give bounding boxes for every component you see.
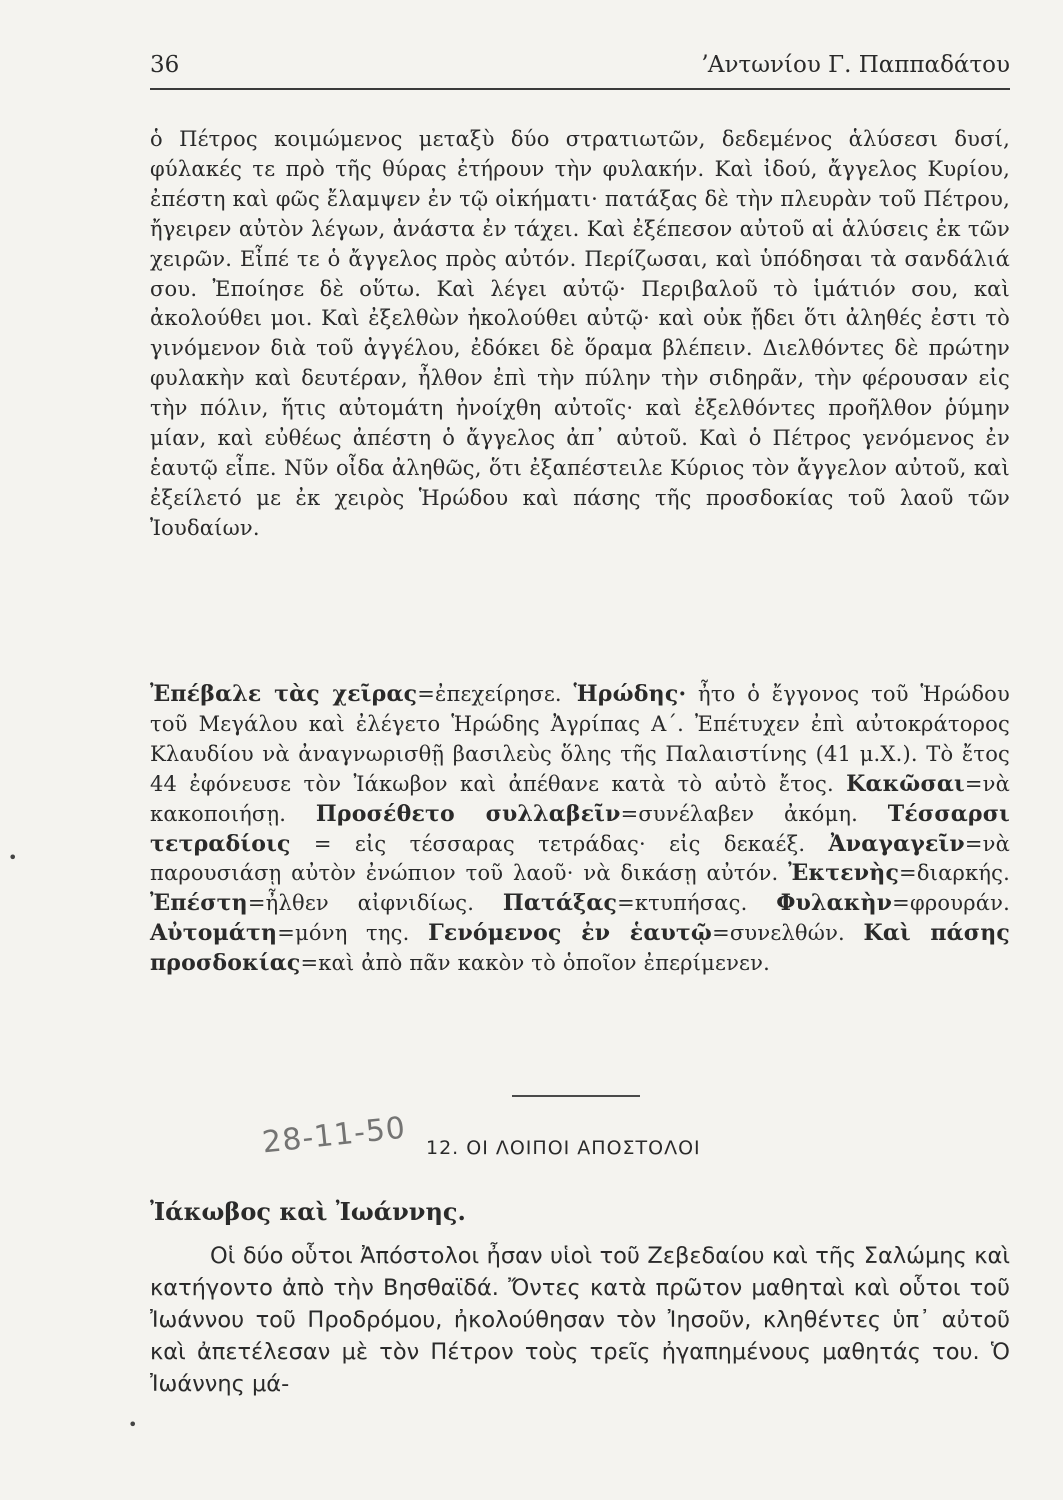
lemma: Γενόμενος ἐν ἑαυτῷ — [428, 920, 713, 947]
gloss: =συνελθών. — [712, 921, 864, 946]
gloss: =νὰ κακοποιήσῃ. — [150, 771, 1010, 826]
gloss: =φρουράν. — [892, 891, 1010, 916]
gloss: =κτυπήσας. — [617, 891, 777, 916]
lemma: Ἡρώδης· — [573, 681, 687, 707]
gloss: = εἰς τέσσαρας τετράδας· εἰς δεκαέξ. — [290, 831, 829, 856]
lemma: Προσέθετο συλλαβεῖν — [315, 800, 621, 827]
lemma: Φυλακὴν — [776, 890, 893, 917]
gloss: =συνέλαβεν ἀκόμη. — [620, 801, 888, 826]
running-head: ʼΑντωνίου Γ. Παππαδάτου — [700, 52, 1010, 78]
handwritten-date-note: 28-11-50 — [260, 1110, 408, 1161]
gloss: =ἐπεχείρησε. — [417, 682, 574, 706]
lemma: Ἐκτενὴς — [788, 860, 900, 887]
lemma: Καὶ πάσης προσδοκίας — [150, 920, 1010, 977]
gloss: =καὶ ἀπὸ πᾶν κακὸν τὸ ὁποῖον ἐπερίμενεν. — [300, 951, 770, 976]
gloss: =νὰ παρουσιάσῃ αὐτὸν ἐνώπιον τοῦ λαοῦ· νὰ δικάσῃ αὐτόν. — [150, 831, 1010, 886]
gloss: =μόνη της. — [277, 921, 429, 946]
body-paragraph: Οἱ δύο οὗτοι Ἀπόστολοι ἦσαν υἱοὶ τοῦ Ζεβεδαίου καὶ τῆς Σαλώμης καὶ κατήγοντο ἀπὸ τὴν Βησθαϊδά. Ὄντες κατὰ πρῶτον μαθηταὶ καὶ οὗτοι τοῦ Ἰωάννου τοῦ Προδρόμου, ἠκολούθησαν τὸν Ἰησοῦν, κληθέντες ὑπ᾿ αὐτοῦ καὶ ἀπετέλεσαν μὲ τὸν Πέτρον τοὺς τρεῖς ἠγαπημένους μαθητάς του. Ὁ Ἰωάννης μά- — [150, 1243, 1010, 1397]
lemma: Τέσσαρσι τετραδίοις — [150, 800, 1010, 857]
page-header — [150, 48, 1010, 90]
lemma: Ἀναγαγεῖν — [828, 830, 965, 857]
chapter-title: 12. ΟΙ ΛΟΙΠΟΙ ΑΠΟΣΤΟΛΟΙ — [426, 1137, 701, 1159]
margin-dot-icon: • — [128, 1415, 138, 1434]
lemma: Ἐπέστη — [150, 890, 248, 917]
lemma: Αὐτομάτη — [150, 920, 278, 947]
gloss: ἦτο ὁ ἔγγονος τοῦ Ἡρώδου τοῦ Μεγάλου καὶ ἐλέγετο Ἡρώδης Ἀγρίπας Α΄. Ἐπέτυχεν ἐπὶ αὐτοκράτορος Κλαυδίου νὰ ἀναγνωρισθῇ βασιλεὺς ὅλης τῆς Παλαιστίνης (41 μ.Χ.). Τὸ ἔτος 44 ἐφόνευσε τὸν Ἰάκωβον καὶ ἀπέθανε κατὰ τὸ αὐτὸ ἔτος. — [150, 682, 1010, 796]
section-divider — [512, 1095, 640, 1097]
lemma: Κακῶσαι — [846, 770, 965, 797]
gloss: =διαρκής. — [899, 861, 1010, 886]
lemma: Πατάξας — [502, 890, 618, 917]
scripture-passage: ὁ Πέτρος κοιμώμενος μεταξὺ δύο στρατιωτῶν, δεδεμένος ἁλύσεσι δυσί, φύλακές τε πρὸ τῆς θύρας ἐτήρουν τὴν φυλακήν. Καὶ ἰδού, ἄγγελος Κυρίου, ἐπέστη καὶ φῶς ἔλαμψεν ἐν τῷ οἰκήματι· πατάξας δὲ τὴν πλευρὰν τοῦ Πέτρου, ἤγειρεν αὐτὸν λέγων, ἀνάστα ἐν τάχει. Καὶ ἐξέπεσον αὐτοῦ αἱ ἁλύσεις ἐκ τῶν χειρῶν. Εἶπέ τε ὁ ἄγγελος πρὸς αὐτόν. Περίζωσαι, καὶ ὑπόδησαι τὰ σανδάλιά σου. Ἐποίησε δὲ οὕτω. Καὶ λέγει αὐτῷ· Περιβαλοῦ τὸ ἱμάτιόν σου, καὶ ἀκολούθει μοι. Καὶ ἐξελθὼν ἠκολούθει αὐτῷ· καὶ οὐκ ᾔδει ὅτι ἀληθές ἐστι τὸ γινόμενον διὰ τοῦ ἀγγέλου, ἐδόκει δὲ ὅραμα βλέπειν. Διελθόντες δὲ πρώτην φυλακὴν καὶ δευτέραν, ἦλθον ἐπὶ τὴν πύλην τὴν σιδηρᾶν, τὴν φέρουσαν εἰς τὴν πόλιν, ἥτις αὐτομάτη ἠνοίχθη αὐτοῖς· καὶ ἐξελθόντες προῆλθον ῥύμην μίαν, καὶ εὐθέως ἀπέστη ὁ ἄγγελος ἀπ᾿ αὐτοῦ. Καὶ ὁ Πέτρος γενόμενος ἐν ἑαυτῷ εἶπε. Νῦν οἶδα ἀληθῶς, ὅτι ἐξαπέστειλε Κύριος τὸν ἄγγελον αὐτοῦ, καὶ ἐξείλετό με ἐκ χειρὸς Ἡρώδου καὶ πάσης τῆς προσδοκίας τοῦ λαοῦ τῶν Ἰουδαίων. — [150, 127, 1010, 540]
commentary-notes — [150, 680, 1010, 979]
section-heading: Ἰάκωβος καὶ Ἰωάννης. — [150, 1197, 466, 1226]
lemma: Ἐπέβαλε τὰς χεῖρας — [150, 681, 418, 707]
margin-dot-icon: • — [8, 848, 18, 867]
gloss: =ἦλθεν αἰφνιδίως. — [247, 891, 503, 916]
page-number: 36 — [150, 52, 180, 78]
